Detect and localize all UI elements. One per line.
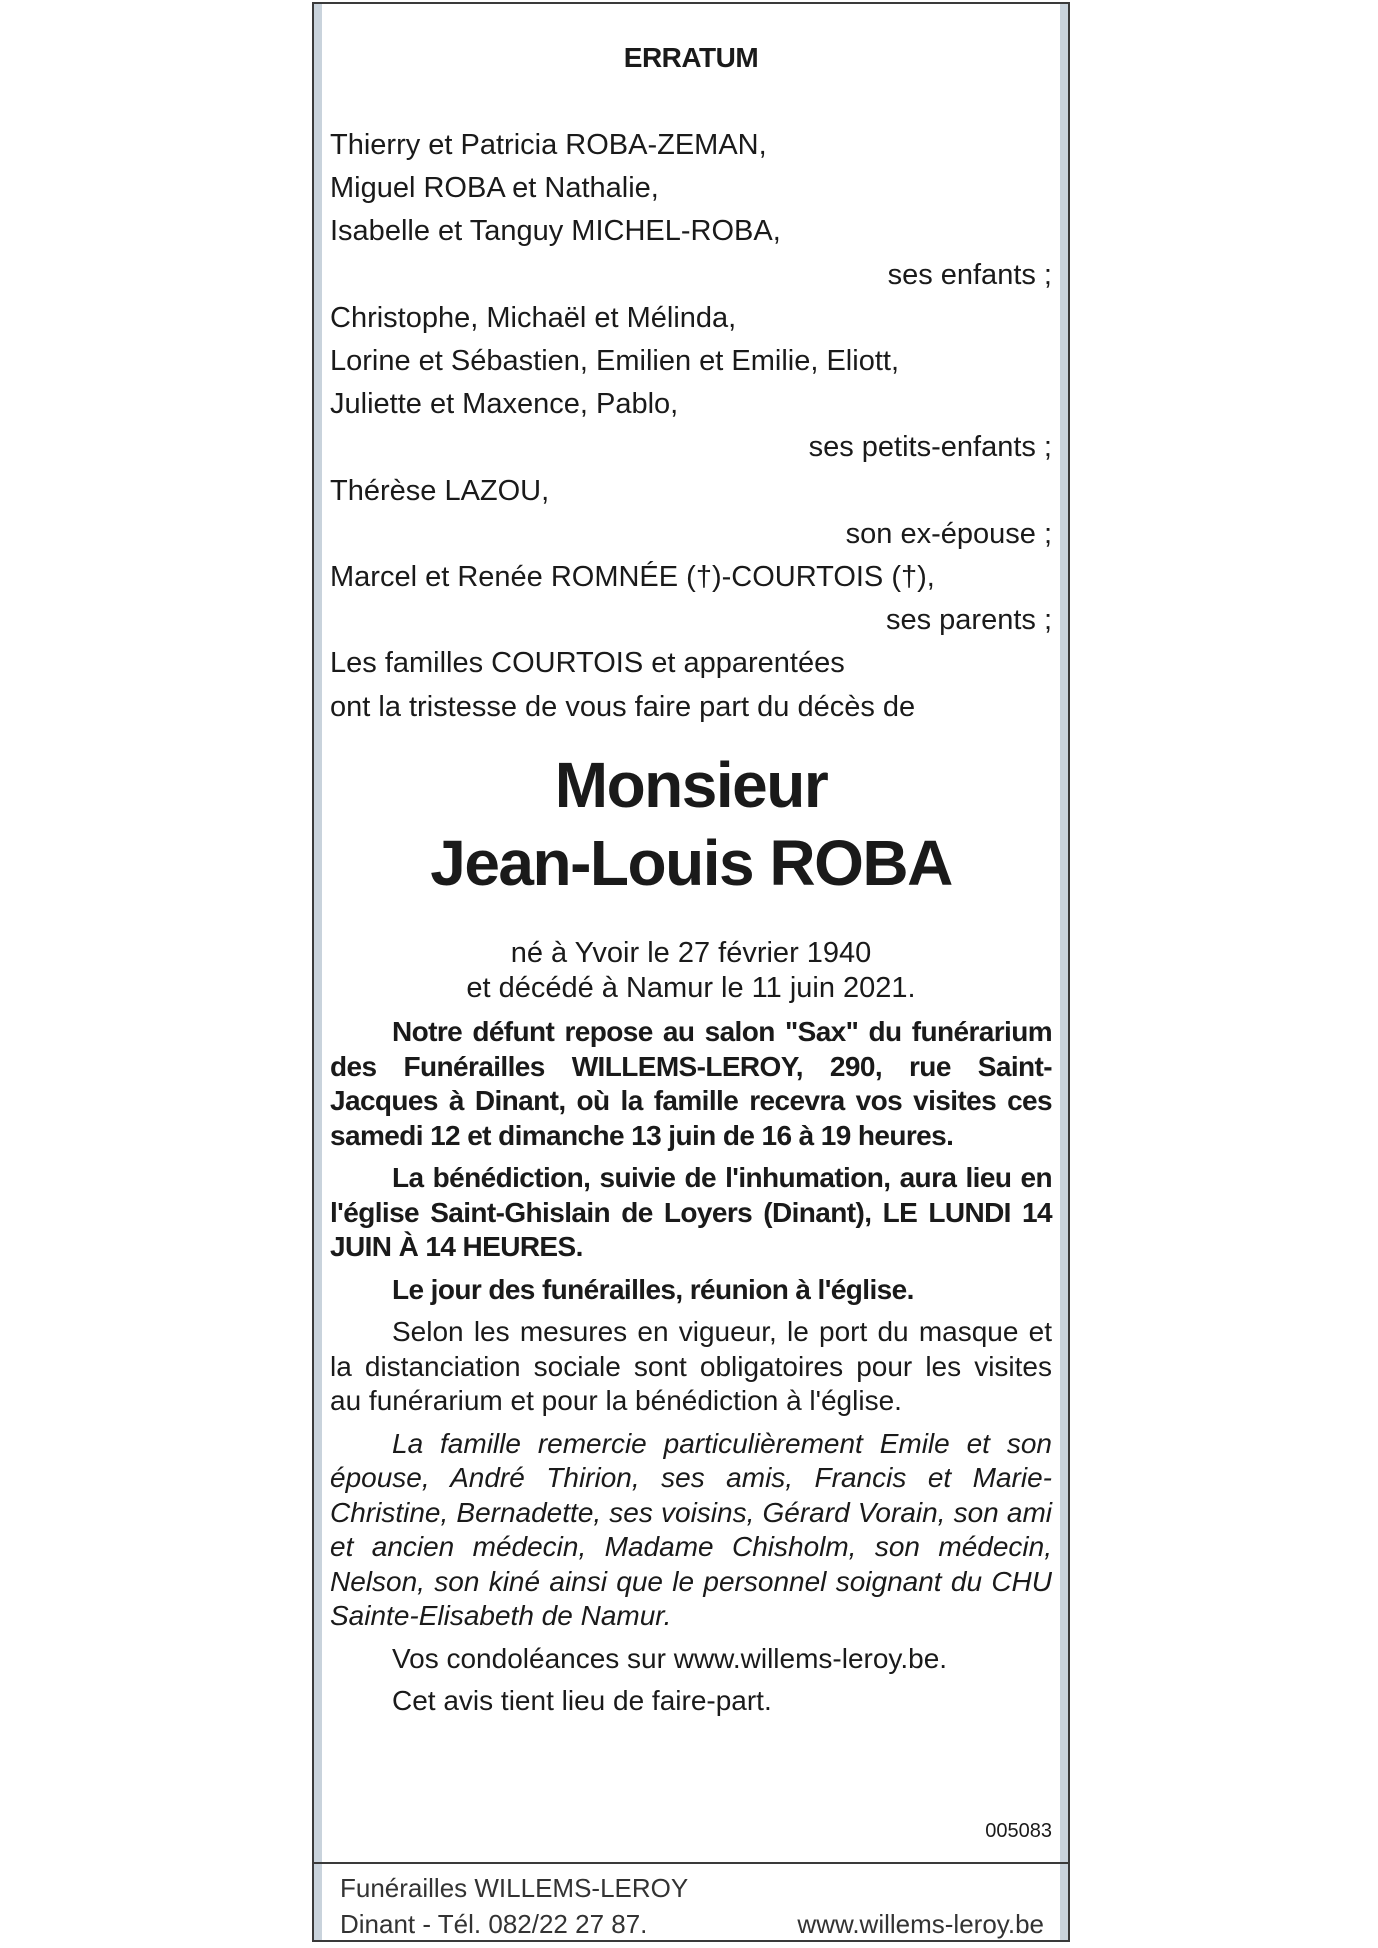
birth-line: né à Yvoir le 27 février 1940 [510, 937, 872, 969]
family-role: son ex-épouse ; [845, 517, 1052, 550]
ceremony-paragraph: La bénédiction, suivie de l'inhumation, aura lieu en l'église Saint-Ghislain de Loyers (Dinant), LE LUNDI 14 JUIN À 14 HEURES. [330, 1162, 1052, 1262]
repose-paragraph: Notre défunt repose au salon "Sax" du funérarium des Funérailles WILLEMS-LEROY, 290, rue Saint-Jacques à Dinant, où la famille recevra vos visites ces samedi 12 et dimanche 13 juin de 16 à 19 heures. [330, 1016, 1052, 1151]
meeting-paragraph: Le jour des funérailles, réunion à l'église. [392, 1273, 914, 1305]
thanks-paragraph: La famille remercie particulièrement Emile et son épouse, André Thirion, ses amis, Francis et Marie-Christine, Bernadette, ses voisins, Gérard Vorain, son ami et ancien médecin, Madame Chisholm, son médecin, Nelson, son kiné ainsi que le personnel soignant du CHU Sainte-Elisabeth de Namur. [330, 1427, 1052, 1631]
left-border-rail [314, 4, 322, 1940]
death-line: et décédé à Namur le 11 juin 2021. [466, 972, 916, 1004]
family-line: Thérèse LAZOU, [330, 474, 550, 507]
deceased-honorific: Monsieur [554, 749, 828, 821]
family-role: ses enfants ; [887, 258, 1052, 291]
footer-row-company [340, 1870, 1044, 1906]
notice-body [330, 1015, 1052, 1727]
funeral-home-phone: Dinant - Tél. 082/22 27 87. [340, 1909, 648, 1939]
family-role: ses petits-enfants ; [808, 431, 1052, 464]
family-line: Miguel ROBA et Nathalie, [330, 172, 659, 205]
family-list [330, 124, 1052, 729]
funeral-home-footer [314, 1862, 1068, 1942]
reference-number: 005083 [985, 1820, 1052, 1842]
funeral-home-name: Funérailles WILLEMS-LEROY [340, 1873, 689, 1903]
family-line: Isabelle et Tanguy MICHEL-ROBA, [330, 215, 781, 248]
family-line: Marcel et Renée ROMNÉE (†)-COURTOIS (†), [330, 561, 935, 594]
footer-row-contact [340, 1906, 1044, 1942]
obituary-notice [312, 2, 1070, 1942]
family-line: Juliette et Maxence, Pablo, [330, 388, 679, 421]
family-line: Christophe, Michaël et Mélinda, [330, 301, 737, 334]
family-line: Lorine et Sébastien, Emilien et Emilie, Eliott, [330, 345, 899, 378]
funeral-home-website[interactable]: www.willems-leroy.be [797, 1909, 1044, 1939]
family-role: ses parents ; [885, 604, 1052, 637]
measures-paragraph: Selon les mesures en vigueur, le port du masque et la distanciation sociale sont obligatoires pour les visites au funérarium et pour la bénédiction à l'église. [330, 1316, 1052, 1416]
condolences-paragraph: Vos condoléances sur www.willems-leroy.be. [392, 1642, 948, 1674]
deceased-name: Jean-Louis ROBA [430, 827, 952, 899]
family-line: Les familles COURTOIS et apparentées [330, 647, 845, 680]
family-line: Thierry et Patricia ROBA-ZEMAN, [330, 129, 767, 161]
life-dates [330, 936, 1052, 1006]
family-line: ont la tristesse de vous faire part du décès de [330, 690, 916, 723]
deceased-title [330, 746, 1052, 902]
erratum-heading: ERRATUM [623, 42, 759, 73]
faire-part-paragraph: Cet avis tient lieu de faire-part. [392, 1685, 772, 1716]
right-border-rail [1060, 4, 1068, 1940]
